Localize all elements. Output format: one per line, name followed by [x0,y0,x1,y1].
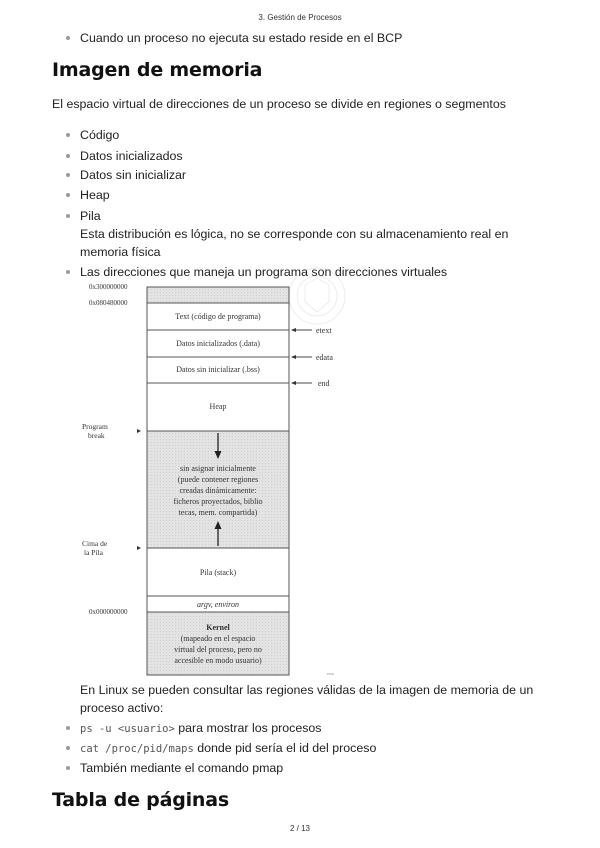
segment-pila: Pila [80,209,101,223]
region-free-line: creadas dinámicamente: [179,486,257,495]
page-header: 3. Gestión de Procesos [258,13,342,22]
virtual-addresses-note: Las direcciones que maneja un programa son direcciones virtuales [80,265,448,279]
region-kernel-title: Kernel [206,623,230,632]
region-kernel-line: accesible en modo usuario) [174,656,262,665]
region-heap-label: Heap [209,402,227,411]
region-free-line: (puede contener regiones [177,475,259,484]
watermark-emblem [289,268,345,324]
page-number: 2 / 13 [289,824,310,833]
region-stack-label: Pila (stack) [199,568,237,577]
address-text-start: 0x080480000 [89,299,128,307]
corner-mark: ecos [327,671,335,676]
region-text-label: Text (código de programa) [175,312,261,321]
kernel-region [147,612,289,675]
code-ps: ps -u <usuario> [80,723,175,735]
label-stack-top: Cima de [82,539,108,548]
label-etext: etext [316,326,332,335]
label-end: end [318,379,330,388]
region-args-label: argv, environ [197,600,239,609]
region-kernel-line: (mapeado en el espacio [180,634,256,643]
pmap-note: También mediante el comando pmap [80,761,284,775]
segment-datos-sin-inicializar: Datos sin inicializar [80,168,187,182]
list-item [66,739,376,758]
program-break-pointer [137,429,141,433]
segment-datos-inicializados: Datos inicializados [80,149,183,163]
label-program-break: break [88,431,105,440]
segment-codigo: Código [80,128,120,142]
linux-paragraph: En Linux se pueden consultar las regiones válidas de la imagen de memoria de un proceso activo: [80,683,534,715]
label-stack-top: la Pila [84,548,103,557]
code-cat-maps-desc: donde pid sería el id del proceso [193,741,377,755]
intro-bullet-text: Cuando un proceso no ejecuta su estado reside en el BCP [80,31,403,45]
region-free-line: tecas, mem. compartida) [178,508,258,517]
region-free-line: ficheros proyectados, biblio [173,497,263,506]
top-unused-region [147,287,289,303]
address-top: 0x300000000 [89,283,128,291]
region-free-line: sin asignar inicialmente [180,464,256,473]
section-title-tabla-paginas: Tabla de páginas [52,789,229,811]
section-title-imagen-memoria: Imagen de memoria [52,59,263,81]
list-item [66,719,322,738]
region-data-label: Datos inicializados (.data) [176,339,260,348]
list-item [66,759,283,777]
stack-top-pointer [137,546,141,550]
code-cat-maps: cat /proc/pid/maps [80,743,194,755]
segment-heap: Heap [80,188,110,202]
pila-note: Esta distribución es lógica, no se corresponde con su almacenamiento real en memoria física [80,227,509,259]
label-program-break: Program [82,422,108,431]
region-bss-label: Datos sin inicializar (.bss) [176,365,260,374]
region-kernel-line: virtual del proceso, pero no [174,645,262,654]
section-paragraph: El espacio virtual de direcciones de un proceso se divide en regiones o segmentos [52,97,506,111]
code-ps-desc: para mostrar los procesos [174,721,322,735]
address-kernel-start: 0x000000000 [89,608,128,616]
label-edata: edata [316,353,333,362]
